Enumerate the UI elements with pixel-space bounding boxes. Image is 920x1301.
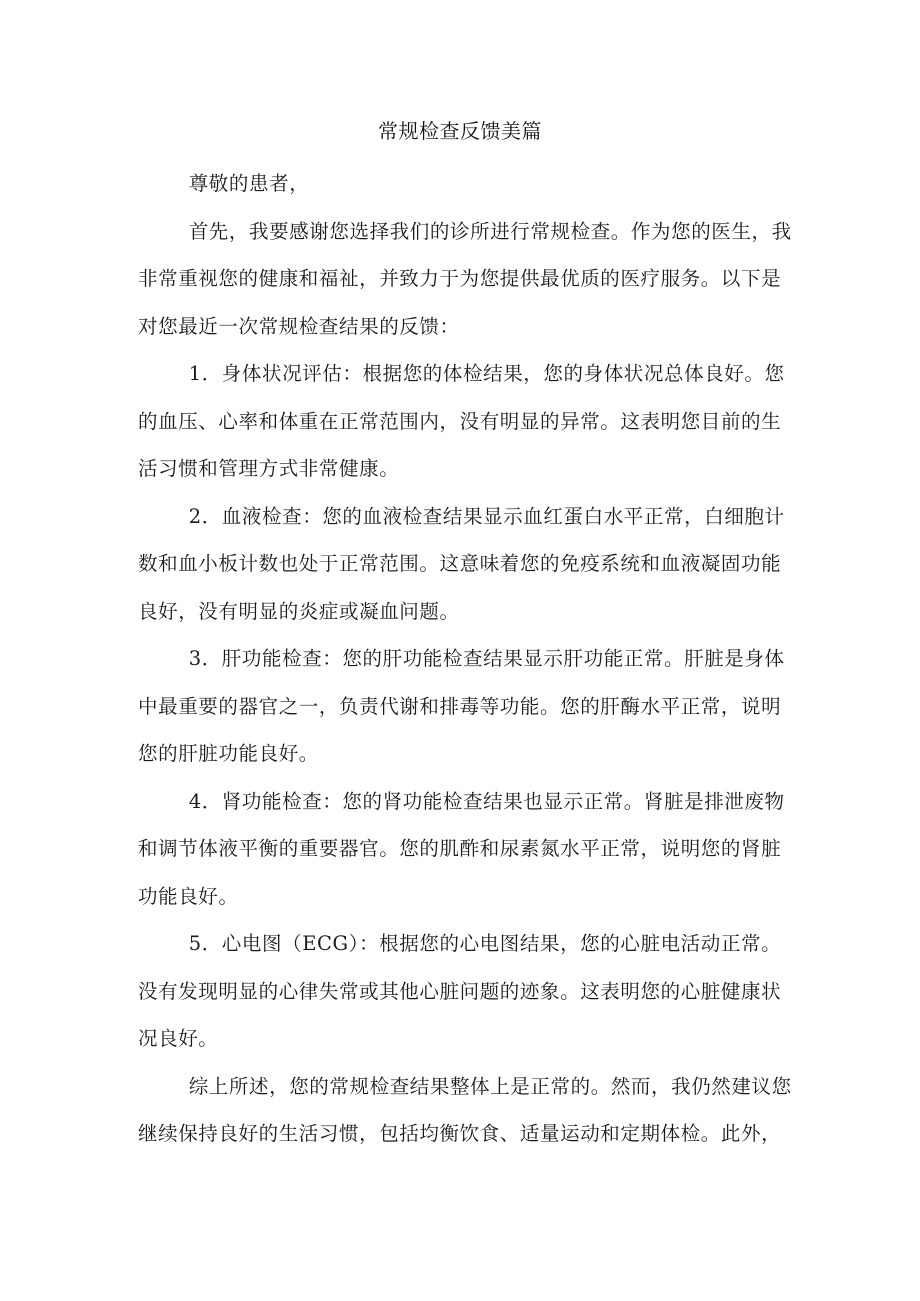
paragraph-intro: 首先，我要感谢您选择我们的诊所进行常规检查。作为您的医生，我非常重视您的健康和福祉，并致力于为您提供最优质的医疗服务。以下是对您最近一次常规检查结果的反馈： bbox=[138, 219, 792, 338]
paragraph-item-2: 2．血液检查：您的血液检查结果显示血红蛋白水平正常，白细胞计数和血小板计数也处于正常范围。这意味着您的免疫系统和血液凝固功能良好，没有明显的炎症或凝血问题。 bbox=[138, 504, 785, 623]
paragraph-item-4: 4．肾功能检查：您的肾功能检查结果也显示正常。肾脏是排泄废物和调节体液平衡的重要器官。您的肌酢和尿素氮水平正常，说明您的肾脏功能良好。 bbox=[138, 789, 785, 908]
paragraph-item-5: 5．心电图（ECG）：根据您的心电图结果，您的心脏电活动正常。没有发现明显的心律失常或其他心脏问题的迹象。这表明您的心脏健康状况良好。 bbox=[138, 932, 782, 1050]
paragraph-item-1: 1．身体状况评估：根据您的体检结果，您的身体状况总体良好。您的血压、心率和体重在正常范围内，没有明显的异常。这表明您目前的生活习惯和管理方式非常健康。 bbox=[138, 362, 785, 480]
document-title: 常规检查反馈美篇 bbox=[378, 119, 542, 143]
salutation: 尊敬的患者， bbox=[188, 172, 310, 195]
paragraph-summary: 综上所述，您的常规检查结果整体上是正常的。然而，我仍然建议您继续保持良好的生活习惯，包括均衡饮食、适量运动和定期体检。此外， bbox=[138, 1074, 792, 1145]
document-body bbox=[138, 160, 794, 1158]
paragraph-item-3: 3．肝功能检查：您的肝功能检查结果显示肝功能正常。肝脏是身体中最重要的器官之一，负责代谢和排毒等功能。您的肝酶水平正常，说明您的肝脏功能良好。 bbox=[138, 647, 785, 765]
